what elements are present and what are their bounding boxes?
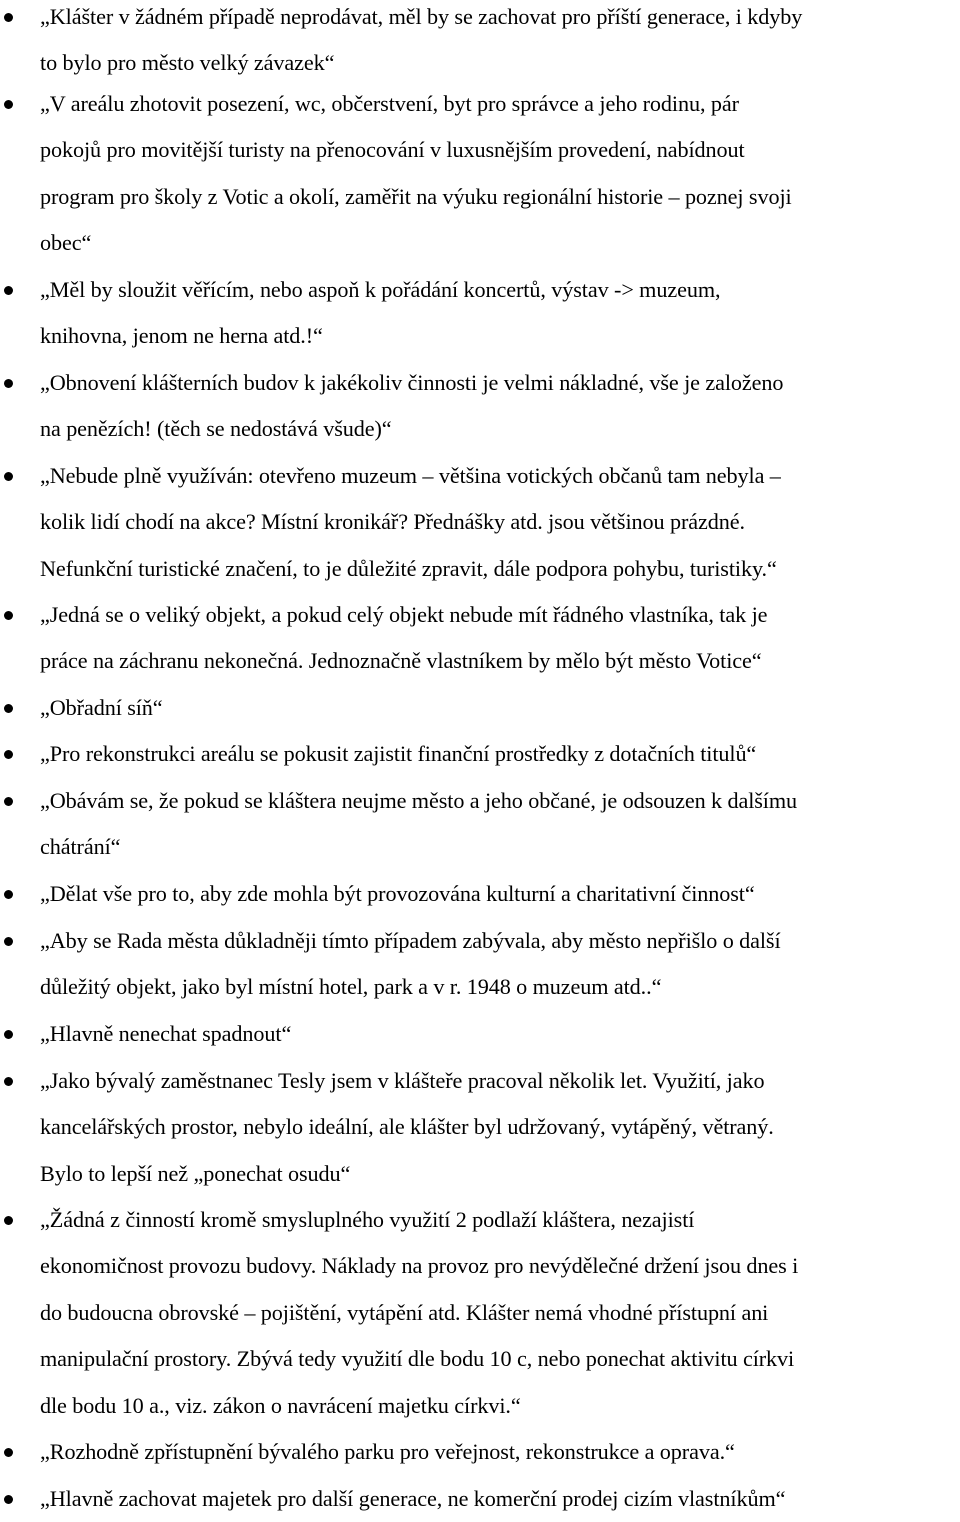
bullet-icon — [4, 937, 13, 946]
bullet-icon — [4, 704, 13, 713]
list-item-text: „Obnovení klášterních budov k jakékoliv činnosti je velmi nákladné, vše je založeno na penězích! (těch se nedostává všude)“ — [40, 370, 784, 442]
bullet-icon — [4, 797, 13, 806]
bullet-icon — [4, 100, 13, 109]
list-item-text: „Měl by sloužit věřícím, nebo aspoň k pořádání koncertů, výstav -> muzeum, knihovna, jenom ne herna atd.!“ — [40, 277, 721, 349]
list-item-text: „Nebude plně využíván: otevřeno muzeum – většina votických občanů tam nebyla – kolik lidí chodí na akce? Místní kronikář? Přednášky atd. jsou většinou prázdné. Nefunkční turistické značení, to je důležité zpravit, dále podpora pohybu, turistiky.“ — [40, 463, 781, 581]
bullet-icon — [4, 379, 13, 388]
list-item-text: „Dělat vše pro to, aby zde mohla být provozována kulturní a charitativní činnost“ — [40, 881, 755, 906]
list-item-text: „V areálu zhotovit posezení, wc, občerstvení, byt pro správce a jeho rodinu, pár pokojů pro movitější turisty na přenocování v luxusnějším provedení, nabídnout program pro školy z Votic a okolí, zaměřit na výuku regionální historie – poznej svoji obec“ — [40, 91, 792, 256]
bullet-icon — [4, 286, 13, 295]
bullet-icon — [4, 1216, 13, 1225]
bullet-icon — [4, 1077, 13, 1086]
list-item-text: „Obávám se, že pokud se kláštera neujme město a jeho občané, je odsouzen k dalšímu chátrání“ — [40, 788, 798, 860]
bullet-icon — [4, 750, 13, 759]
bullet-icon — [4, 890, 13, 899]
list-item-text: „Aby se Rada města důkladněji tímto případem zabývala, aby město nepřišlo o další důležitý objekt, jako byl místní hotel, park a v r. 1948 o muzeum atd..“ — [40, 928, 781, 1000]
list-item-text: „Hlavně nenechat spadnout“ — [40, 1021, 292, 1046]
bullet-icon — [4, 1495, 13, 1504]
bullet-icon — [4, 1448, 13, 1457]
bullet-icon — [4, 13, 13, 22]
list-item-text: „Žádná z činností kromě smysluplného využití 2 podlaží kláštera, nezajistí ekonomičnost provozu budovy. Náklady na provoz pro nevýdělečné držení jsou dnes i do budoucna obrovské – pojištění, vytápění atd. Klášter nemá vhodné přístupní ani manipulační prostory. Zbývá tedy využití dle bodu 10 c, nebo ponechat aktivitu církvi dle bodu 10 a., viz. zákon o navrácení majetku církvi.“ — [40, 1207, 799, 1418]
bullet-icon — [4, 472, 13, 481]
list-item-text: „Jako bývalý zaměstnanec Tesly jsem v klášteře pracoval několik let. Využití, jako kancelářských prostor, nebylo ideální, ale klášter byl udržovaný, vytápěný, větraný. Bylo to lepší než „ponechat osudu“ — [40, 1068, 774, 1186]
list-item-text: „Klášter v žádném případě neprodávat, měl by se zachovat pro příští generace, i kdyby to bylo pro město velký závazek“ — [40, 4, 803, 76]
list-item-text: „Hlavně zachovat majetek pro další generace, ne komerční prodej cizím vlastníkům“ — [40, 1486, 786, 1511]
list-item-text: „Obřadní síň“ — [40, 695, 163, 720]
bullet-icon — [4, 611, 13, 620]
list-item-text: „Pro rekonstrukci areálu se pokusit zajistit finanční prostředky z dotačních titulů“ — [40, 741, 757, 766]
bullet-icon — [4, 1030, 13, 1039]
list-item-text: „Rozhodně zpřístupnění bývalého parku pro veřejnost, rekonstrukce a oprava.“ — [40, 1439, 735, 1464]
list-item-text: „Jedná se o veliký objekt, a pokud celý objekt nebude mít řádného vlastníka, tak je práce na záchranu nekonečná. Jednoznačně vlastníkem by mělo být město Votice“ — [40, 602, 768, 674]
